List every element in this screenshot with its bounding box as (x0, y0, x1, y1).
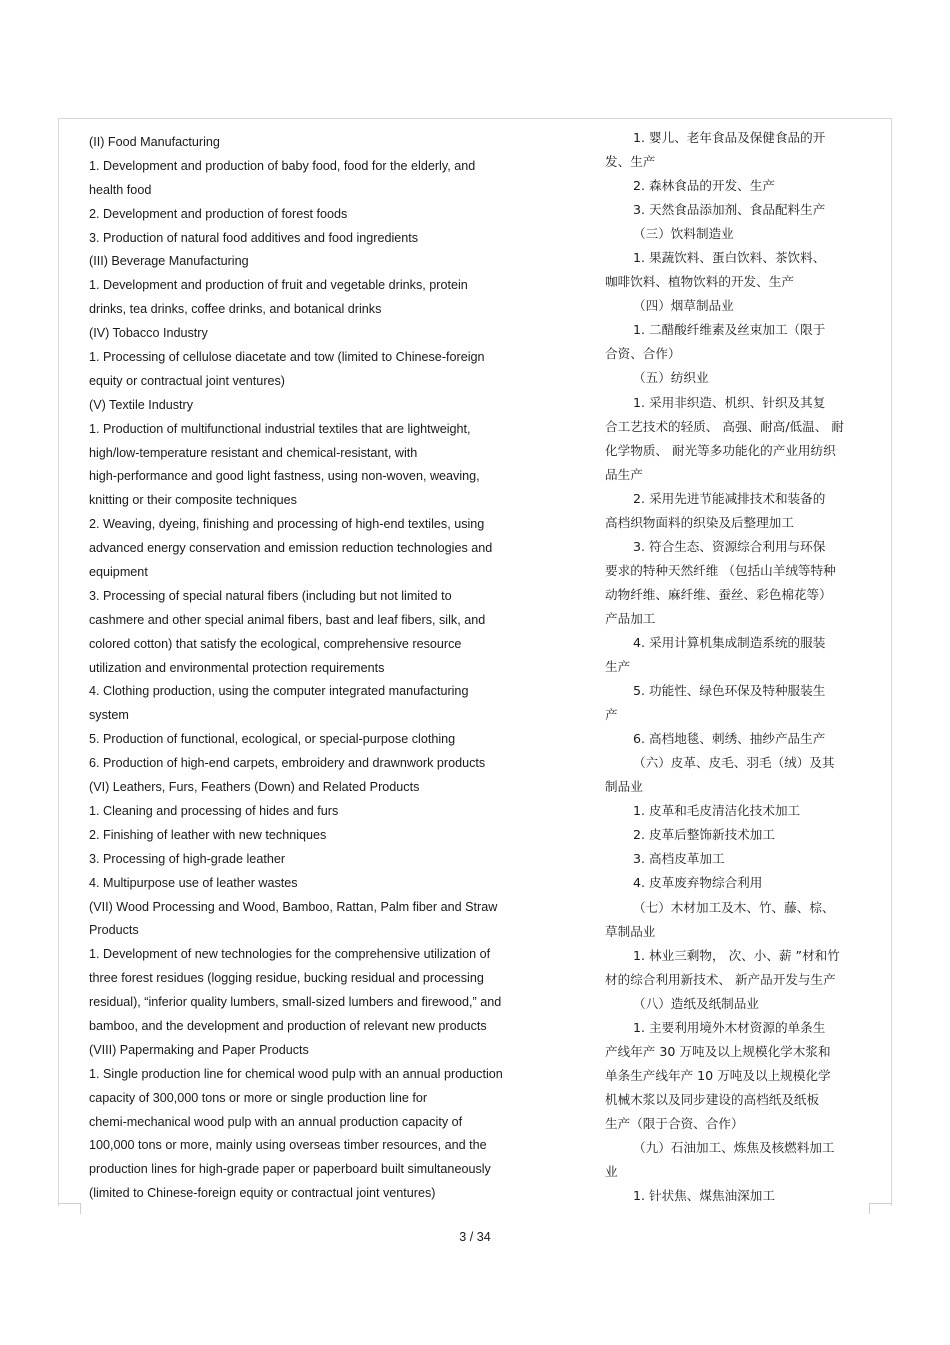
chinese-text-line: 1. 果蔬饮料、蛋白饮料、茶饮料、 (633, 250, 826, 266)
english-text-line: Products (89, 923, 139, 938)
english-text-line: utilization and environmental protection requirements (89, 660, 385, 675)
english-text-line: production lines for high-grade paper or paperboard built simultaneously (89, 1162, 491, 1177)
english-text-line: 100,000 tons or more, mainly using overseas timber resources, and the (89, 1138, 487, 1153)
chinese-text-line: 5. 功能性、绿色环保及特种服装生 (633, 683, 826, 699)
chinese-text-line: 3. 天然食品添加剂、食品配料生产 (633, 202, 826, 218)
chinese-text-line: （三）饮料制造业 (633, 226, 734, 242)
chinese-text-line: （四）烟草制品业 (633, 298, 734, 314)
chinese-text-line: 1. 皮革和毛皮清洁化技术加工 (633, 803, 801, 819)
page-number: 3 / 34 (459, 1230, 491, 1244)
chinese-text-line: 品生产 (605, 466, 643, 482)
chinese-text-line: 2. 皮革后整饰新技术加工 (633, 827, 775, 843)
english-text-line: 1. Single production line for chemical wood pulp with an annual production (89, 1066, 503, 1081)
english-text-line: (limited to Chinese-foreign equity or contractual joint ventures) (89, 1186, 436, 1201)
english-text-line: cashmere and other special animal fibers, bast and leaf fibers, silk, and (89, 612, 486, 627)
english-text-line: colored cotton) that satisfy the ecological, comprehensive resource (89, 636, 462, 651)
english-text-line: advanced energy conservation and emission reduction technologies and (89, 541, 493, 556)
english-text-line: 1. Development and production of fruit and vegetable drinks, protein (89, 278, 468, 293)
chinese-text-line: 机械木浆以及同步建设的高档纸及纸板 (605, 1091, 820, 1107)
chinese-text-line: 咖啡饮料、植物饮料的开发、生产 (605, 274, 794, 290)
chinese-text-line: 4. 皮革废弃物综合利用 (633, 875, 763, 891)
chinese-text-line: 产 (605, 707, 618, 723)
english-text-line: (IV) Tobacco Industry (89, 326, 208, 341)
chinese-text-line: 1. 采用非织造、机织、针织及其复 (633, 394, 826, 410)
page-frame-right (891, 118, 892, 1206)
english-text-line: 2. Weaving, dyeing, finishing and processing of high-end textiles, using (89, 517, 485, 532)
chinese-text-line: 单条生产线年产 10 万吨及以上规模化学 (605, 1067, 831, 1083)
english-text-line: (III) Beverage Manufacturing (89, 254, 249, 269)
chinese-text-line: （九）石油加工、炼焦及核燃料加工 (633, 1139, 835, 1155)
english-text-line: (VIII) Papermaking and Paper Products (89, 1042, 309, 1057)
english-text-line: chemi-mechanical wood pulp with an annual production capacity of (89, 1114, 463, 1129)
english-text-line: knitting or their composite techniques (89, 493, 297, 508)
chinese-text-line: 要求的特种天然纤维 （包括山羊绒等特种 (605, 562, 836, 578)
english-text-line: 1. Development and production of baby food, food for the elderly, and (89, 158, 476, 173)
english-text-line: 2. Finishing of leather with new techniques (89, 827, 327, 842)
chinese-text-line: 高档织物面料的织染及后整理加工 (605, 514, 794, 530)
english-text-line: 6. Production of high-end carpets, embroidery and drawnwork products (89, 756, 486, 771)
crop-mark-right (869, 1203, 892, 1214)
english-text-column (89, 131, 589, 1206)
english-text-line: equipment (89, 565, 148, 580)
chinese-text-line: 1. 针状焦、煤焦油深加工 (633, 1188, 775, 1204)
chinese-text-line: 草制品业 (605, 923, 656, 939)
chinese-text-line: 制品业 (605, 779, 643, 795)
page-frame-left (58, 118, 59, 1206)
chinese-text-line: 业 (605, 1164, 618, 1180)
english-text-line: 1. Production of multifunctional industrial textiles that are lightweight, (89, 421, 471, 436)
english-text-line: 2. Development and production of forest foods (89, 206, 348, 221)
chinese-text-line: 合工艺技术的轻质、 高强、耐高/低温、 耐 (605, 418, 844, 434)
chinese-text-line: 1. 婴儿、老年食品及保健食品的开 (633, 130, 826, 145)
crop-mark-left (58, 1203, 81, 1214)
english-text-line: 1. Cleaning and processing of hides and furs (89, 803, 339, 818)
chinese-text-line: （六）皮革、皮毛、羽毛（绒）及其 (633, 755, 835, 771)
english-text-line: high/low-temperature resistant and chemical-resistant, with (89, 445, 418, 460)
english-text-line: 4. Multipurpose use of leather wastes (89, 875, 298, 890)
chinese-text-line: 3. 高档皮革加工 (633, 851, 725, 867)
english-text-line: 3. Processing of special natural fibers (including but not limited to (89, 588, 452, 603)
english-text-line: 1. Development of new technologies for the comprehensive utilization of (89, 947, 491, 962)
chinese-text-line: 3. 符合生态、资源综合利用与环保 (633, 538, 826, 554)
english-text-line: 4. Clothing production, using the computer integrated manufacturing (89, 684, 469, 699)
english-text-line: 3. Processing of high-grade leather (89, 851, 286, 866)
chinese-text-line: 1. 二醋酸纤维素及丝束加工（限于 (633, 322, 826, 338)
english-text-line: (VII) Wood Processing and Wood, Bamboo, Rattan, Palm fiber and Straw (89, 899, 498, 914)
english-text-line: (V) Textile Industry (89, 397, 194, 412)
chinese-text-line: 生产（限于合资、合作） (605, 1115, 744, 1131)
chinese-text-line: 1. 主要利用境外木材资源的单条生 (633, 1019, 826, 1035)
english-text-line: (VI) Leathers, Furs, Feathers (Down) and Related Products (89, 780, 420, 795)
chinese-text-column (605, 126, 867, 1208)
english-text-line: bamboo, and the development and production of relevant new products (89, 1018, 487, 1033)
english-text-line: 1. Processing of cellulose diacetate and tow (limited to Chinese-foreign (89, 350, 485, 365)
english-text-line: health food (89, 182, 152, 197)
page-frame-top (58, 118, 892, 119)
english-text-line: system (89, 708, 129, 723)
chinese-text-line: 动物纤维、麻纤维、蚕丝、彩色棉花等） (605, 586, 832, 602)
english-text-line: drinks, tea drinks, coffee drinks, and botanical drinks (89, 302, 382, 317)
english-text-line: (II) Food Manufacturing (89, 135, 220, 149)
chinese-text-line: 产品加工 (605, 610, 656, 626)
chinese-text-line: 生产 (605, 659, 631, 675)
english-text-line: capacity of 300,000 tons or more or single production line for (89, 1090, 428, 1105)
chinese-text-line: 6. 高档地毯、刺绣、抽纱产品生产 (633, 731, 826, 747)
english-text-line: equity or contractual joint ventures) (89, 373, 286, 388)
english-text-line: 5. Production of functional, ecological, or special-purpose clothing (89, 732, 456, 747)
chinese-text-line: （八）造纸及纸制品业 (633, 995, 759, 1011)
chinese-text-line: 2. 采用先进节能减排技术和装备的 (633, 490, 826, 506)
english-text-line: three forest residues (logging residue, bucking residual and processing (89, 971, 484, 986)
chinese-text-line: 产线年产 30 万吨及以上规模化学木浆和 (605, 1043, 831, 1059)
english-text-line: high-performance and good light fastness, using non-woven, weaving, (89, 469, 480, 484)
english-text-line: residual), “inferior quality lumbers, small-sized lumbers and firewood,” and (89, 995, 502, 1010)
chinese-text-line: 合资、合作） (605, 346, 681, 362)
chinese-text-line: 发、生产 (605, 154, 656, 170)
english-text-line: 3. Production of natural food additives and food ingredients (89, 230, 419, 245)
chinese-text-line: 化学物质、 耐光等多功能化的产业用纺织 (605, 442, 836, 458)
chinese-text-line: 1. 林业三剩物， 次、小、薪 ”材和竹 (633, 947, 840, 963)
chinese-text-line: 材的综合利用新技术、 新产品开发与生产 (605, 971, 836, 987)
chinese-text-line: 2. 森林食品的开发、生产 (633, 178, 775, 194)
chinese-text-line: （七）木材加工及木、竹、藤、棕、 (633, 899, 835, 915)
chinese-text-line: （五）纺织业 (633, 370, 709, 386)
chinese-text-line: 4. 采用计算机集成制造系统的服装 (633, 634, 826, 650)
